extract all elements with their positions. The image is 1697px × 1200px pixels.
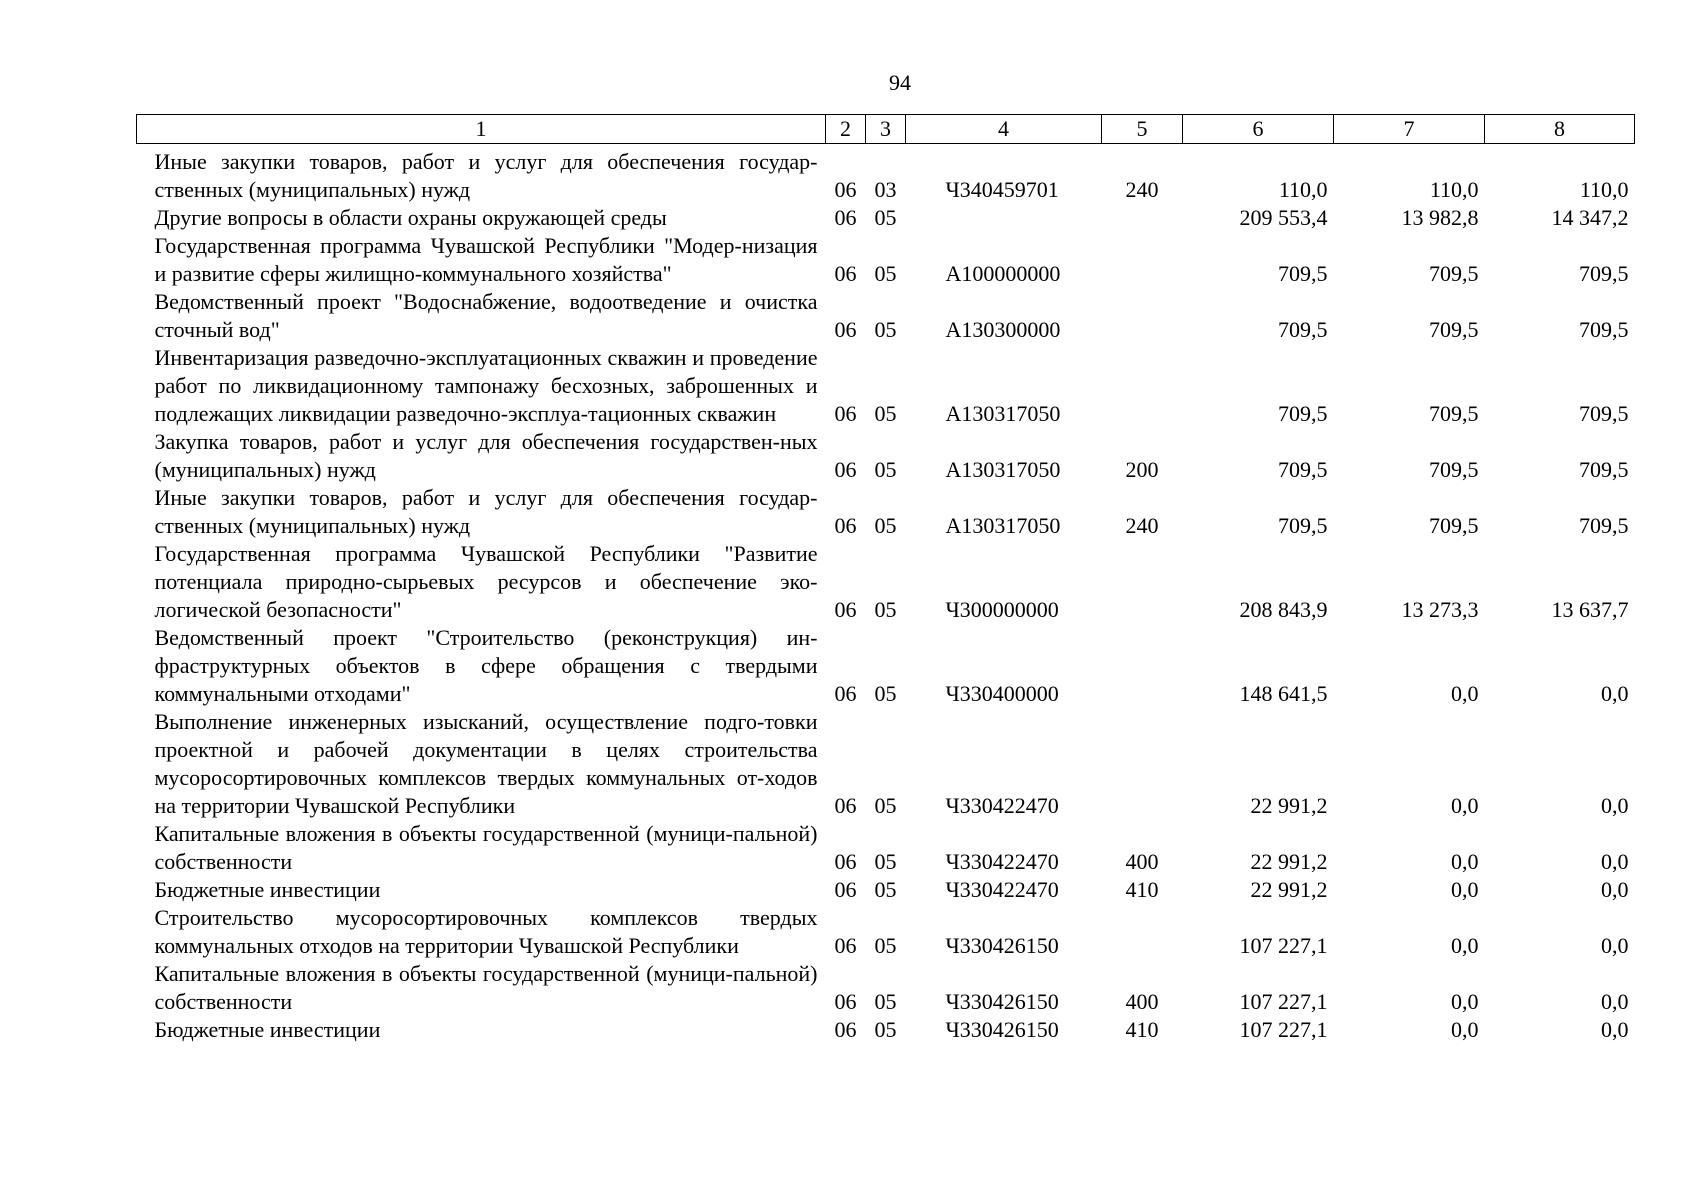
table-row bbox=[137, 904, 1635, 960]
row-section: 06 bbox=[834, 989, 857, 1014]
row-amount-3: 0,0 bbox=[1601, 1017, 1629, 1042]
row-subsection: 05 bbox=[874, 401, 897, 426]
row-name: Инвентаризация разведочно-эксплуатационных скважин и проведение работ по ликвидационному тампонажу бесхозных, заброшенных и подлежащих ликвидации разведочно-эксплуа-тационных скважин bbox=[154, 345, 818, 426]
table-row bbox=[137, 708, 1635, 820]
header-cell: 8 bbox=[1485, 115, 1635, 144]
row-name: Строительство мусоросортировочных комплексов твердых коммунальных отходов на территории Чувашской Республики bbox=[154, 905, 818, 958]
row-amount-3: 0,0 bbox=[1601, 681, 1629, 706]
row-name: Выполнение инженерных изысканий, осуществление подго-товки проектной и рабочей документации в целях строительства мусоросортировочных комплексов твердых коммунальных от-ходов на территории Чувашской Республики bbox=[154, 709, 818, 818]
row-name: Бюджетные инвестиции bbox=[154, 1017, 381, 1042]
row-expense-type: 400 bbox=[1125, 849, 1159, 874]
row-amount-1: 148 641,5 bbox=[1239, 681, 1328, 706]
header-cell: 6 bbox=[1183, 115, 1334, 144]
row-target-code: Ч330426150 bbox=[945, 989, 1059, 1014]
header-cell: 5 bbox=[1102, 115, 1183, 144]
row-expense-type bbox=[1102, 232, 1183, 288]
header-cell: 4 bbox=[906, 115, 1102, 144]
row-target-code: Ч300000000 bbox=[945, 597, 1059, 622]
row-section: 06 bbox=[834, 933, 857, 958]
row-expense-type: 240 bbox=[1125, 177, 1159, 202]
row-expense-type bbox=[1102, 624, 1183, 708]
row-amount-3: 709,5 bbox=[1579, 457, 1629, 482]
row-subsection: 05 bbox=[874, 849, 897, 874]
row-name: Капитальные вложения в объекты государственной (муници-пальной) собственности bbox=[154, 961, 818, 1014]
row-subsection: 05 bbox=[874, 261, 897, 286]
header-cell: 2 bbox=[826, 115, 866, 144]
table-row bbox=[137, 540, 1635, 624]
row-expense-type bbox=[1102, 708, 1183, 820]
row-amount-1: 22 991,2 bbox=[1250, 877, 1328, 902]
row-amount-2: 110,0 bbox=[1429, 177, 1479, 202]
row-target-code: Ч330422470 bbox=[945, 849, 1059, 874]
header-row bbox=[137, 115, 1635, 144]
row-section: 06 bbox=[834, 1017, 857, 1042]
budget-table bbox=[136, 114, 1635, 1044]
header-cell: 1 bbox=[137, 115, 826, 144]
row-amount-2: 13 273,3 bbox=[1401, 597, 1479, 622]
row-target-code: А100000000 bbox=[945, 261, 1061, 286]
row-expense-type: 410 bbox=[1125, 1017, 1159, 1042]
row-amount-2: 0,0 bbox=[1451, 793, 1479, 818]
row-expense-type: 240 bbox=[1125, 513, 1159, 538]
row-target-code bbox=[906, 204, 1102, 232]
row-amount-3: 0,0 bbox=[1601, 793, 1629, 818]
row-expense-type bbox=[1102, 540, 1183, 624]
row-name: Ведомственный проект "Строительство (реконструкция) ин-фраструктурных объектов в сфере обращения с твердыми коммунальными отходами" bbox=[154, 625, 818, 706]
row-section: 06 bbox=[834, 513, 857, 538]
row-amount-1: 709,5 bbox=[1278, 513, 1328, 538]
row-amount-2: 0,0 bbox=[1451, 989, 1479, 1014]
row-subsection: 05 bbox=[874, 597, 897, 622]
row-subsection: 05 bbox=[874, 793, 897, 818]
row-amount-3: 709,5 bbox=[1579, 317, 1629, 342]
row-amount-1: 107 227,1 bbox=[1239, 933, 1328, 958]
row-amount-1: 709,5 bbox=[1278, 401, 1328, 426]
row-section: 06 bbox=[834, 177, 857, 202]
row-target-code: Ч340459701 bbox=[945, 177, 1059, 202]
row-amount-3: 13 637,7 bbox=[1551, 597, 1629, 622]
row-amount-2: 0,0 bbox=[1451, 681, 1479, 706]
row-amount-2: 0,0 bbox=[1451, 877, 1479, 902]
row-amount-3: 709,5 bbox=[1579, 401, 1629, 426]
row-amount-2: 709,5 bbox=[1429, 513, 1479, 538]
row-subsection: 05 bbox=[874, 205, 897, 230]
table-row bbox=[137, 428, 1635, 484]
row-amount-1: 709,5 bbox=[1278, 261, 1328, 286]
row-section: 06 bbox=[834, 261, 857, 286]
page-number: 94 bbox=[889, 70, 911, 95]
row-amount-2: 709,5 bbox=[1429, 401, 1479, 426]
table-row bbox=[137, 876, 1635, 904]
table-row bbox=[137, 288, 1635, 344]
row-amount-3: 110,0 bbox=[1579, 177, 1629, 202]
row-subsection: 05 bbox=[874, 457, 897, 482]
row-section: 06 bbox=[834, 205, 857, 230]
row-amount-1: 107 227,1 bbox=[1239, 989, 1328, 1014]
row-name: Ведомственный проект "Водоснабжение, водоотведение и очистка сточный вод" bbox=[154, 289, 818, 342]
row-amount-3: 709,5 bbox=[1579, 513, 1629, 538]
row-amount-2: 709,5 bbox=[1429, 317, 1479, 342]
row-target-code: Ч330400000 bbox=[945, 681, 1059, 706]
table-row bbox=[137, 1016, 1635, 1044]
row-target-code: А130317050 bbox=[945, 401, 1061, 426]
row-subsection: 05 bbox=[874, 513, 897, 538]
table-row bbox=[137, 204, 1635, 232]
row-section: 06 bbox=[834, 681, 857, 706]
row-target-code: А130317050 bbox=[945, 457, 1061, 482]
row-expense-type bbox=[1102, 204, 1183, 232]
row-amount-1: 709,5 bbox=[1278, 317, 1328, 342]
row-target-code: А130300000 bbox=[945, 317, 1061, 342]
row-amount-1: 22 991,2 bbox=[1250, 793, 1328, 818]
row-name: Иные закупки товаров, работ и услуг для обеспечения государ-ственных (муниципальных) нужд bbox=[154, 149, 818, 202]
table-row bbox=[137, 232, 1635, 288]
row-expense-type: 410 bbox=[1125, 877, 1159, 902]
table-row bbox=[137, 960, 1635, 1016]
row-amount-2: 709,5 bbox=[1429, 261, 1479, 286]
row-subsection: 05 bbox=[874, 989, 897, 1014]
row-name: Государственная программа Чувашской Республики "Развитие потенциала природно-сырьевых ресурсов и обеспечение эко-логической безопасности" bbox=[154, 541, 818, 622]
row-target-code: Ч330426150 bbox=[945, 1017, 1059, 1042]
row-section: 06 bbox=[834, 793, 857, 818]
table-row bbox=[137, 344, 1635, 428]
row-subsection: 05 bbox=[874, 877, 897, 902]
row-section: 06 bbox=[834, 401, 857, 426]
row-subsection: 03 bbox=[874, 177, 897, 202]
row-amount-3: 709,5 bbox=[1579, 261, 1629, 286]
row-name: Бюджетные инвестиции bbox=[154, 877, 381, 902]
row-expense-type bbox=[1102, 344, 1183, 428]
row-expense-type: 400 bbox=[1125, 989, 1159, 1014]
row-expense-type bbox=[1102, 288, 1183, 344]
row-subsection: 05 bbox=[874, 1017, 897, 1042]
row-amount-2: 13 982,8 bbox=[1401, 205, 1479, 230]
row-amount-3: 0,0 bbox=[1601, 877, 1629, 902]
row-target-code: А130317050 bbox=[945, 513, 1061, 538]
row-amount-1: 22 991,2 bbox=[1250, 849, 1328, 874]
row-amount-1: 209 553,4 bbox=[1239, 205, 1328, 230]
row-amount-1: 110,0 bbox=[1278, 177, 1328, 202]
row-name: Капитальные вложения в объекты государственной (муници-пальной) собственности bbox=[154, 821, 818, 874]
row-amount-3: 0,0 bbox=[1601, 933, 1629, 958]
row-name: Другие вопросы в области охраны окружающей среды bbox=[154, 205, 667, 230]
row-amount-1: 709,5 bbox=[1278, 457, 1328, 482]
row-name: Государственная программа Чувашской Республики "Модер-низация и развитие сферы жилищно-коммунального хозяйства" bbox=[154, 233, 818, 286]
table-row bbox=[137, 624, 1635, 708]
table-row bbox=[137, 820, 1635, 876]
row-section: 06 bbox=[834, 457, 857, 482]
row-amount-2: 0,0 bbox=[1451, 1017, 1479, 1042]
row-name: Закупка товаров, работ и услуг для обеспечения государствен-ных (муниципальных) нужд bbox=[154, 429, 818, 482]
row-amount-2: 0,0 bbox=[1451, 933, 1479, 958]
row-target-code: Ч330422470 bbox=[945, 877, 1059, 902]
row-name: Иные закупки товаров, работ и услуг для обеспечения государ-ственных (муниципальных) нужд bbox=[154, 485, 818, 538]
row-subsection: 05 bbox=[874, 681, 897, 706]
row-amount-3: 0,0 bbox=[1601, 849, 1629, 874]
table-row bbox=[137, 484, 1635, 540]
row-section: 06 bbox=[834, 849, 857, 874]
header-cell: 7 bbox=[1334, 115, 1485, 144]
row-amount-3: 14 347,2 bbox=[1551, 205, 1629, 230]
row-amount-3: 0,0 bbox=[1601, 989, 1629, 1014]
row-expense-type: 200 bbox=[1125, 457, 1159, 482]
row-amount-2: 709,5 bbox=[1429, 457, 1479, 482]
row-amount-2: 0,0 bbox=[1451, 849, 1479, 874]
row-section: 06 bbox=[834, 317, 857, 342]
row-expense-type bbox=[1102, 904, 1183, 960]
row-target-code: Ч330422470 bbox=[945, 793, 1059, 818]
row-subsection: 05 bbox=[874, 933, 897, 958]
row-amount-1: 107 227,1 bbox=[1239, 1017, 1328, 1042]
row-target-code: Ч330426150 bbox=[945, 933, 1059, 958]
header-cell: 3 bbox=[866, 115, 906, 144]
row-subsection: 05 bbox=[874, 317, 897, 342]
table-row bbox=[137, 144, 1635, 205]
row-amount-1: 208 843,9 bbox=[1239, 597, 1328, 622]
row-section: 06 bbox=[834, 597, 857, 622]
row-section: 06 bbox=[834, 877, 857, 902]
